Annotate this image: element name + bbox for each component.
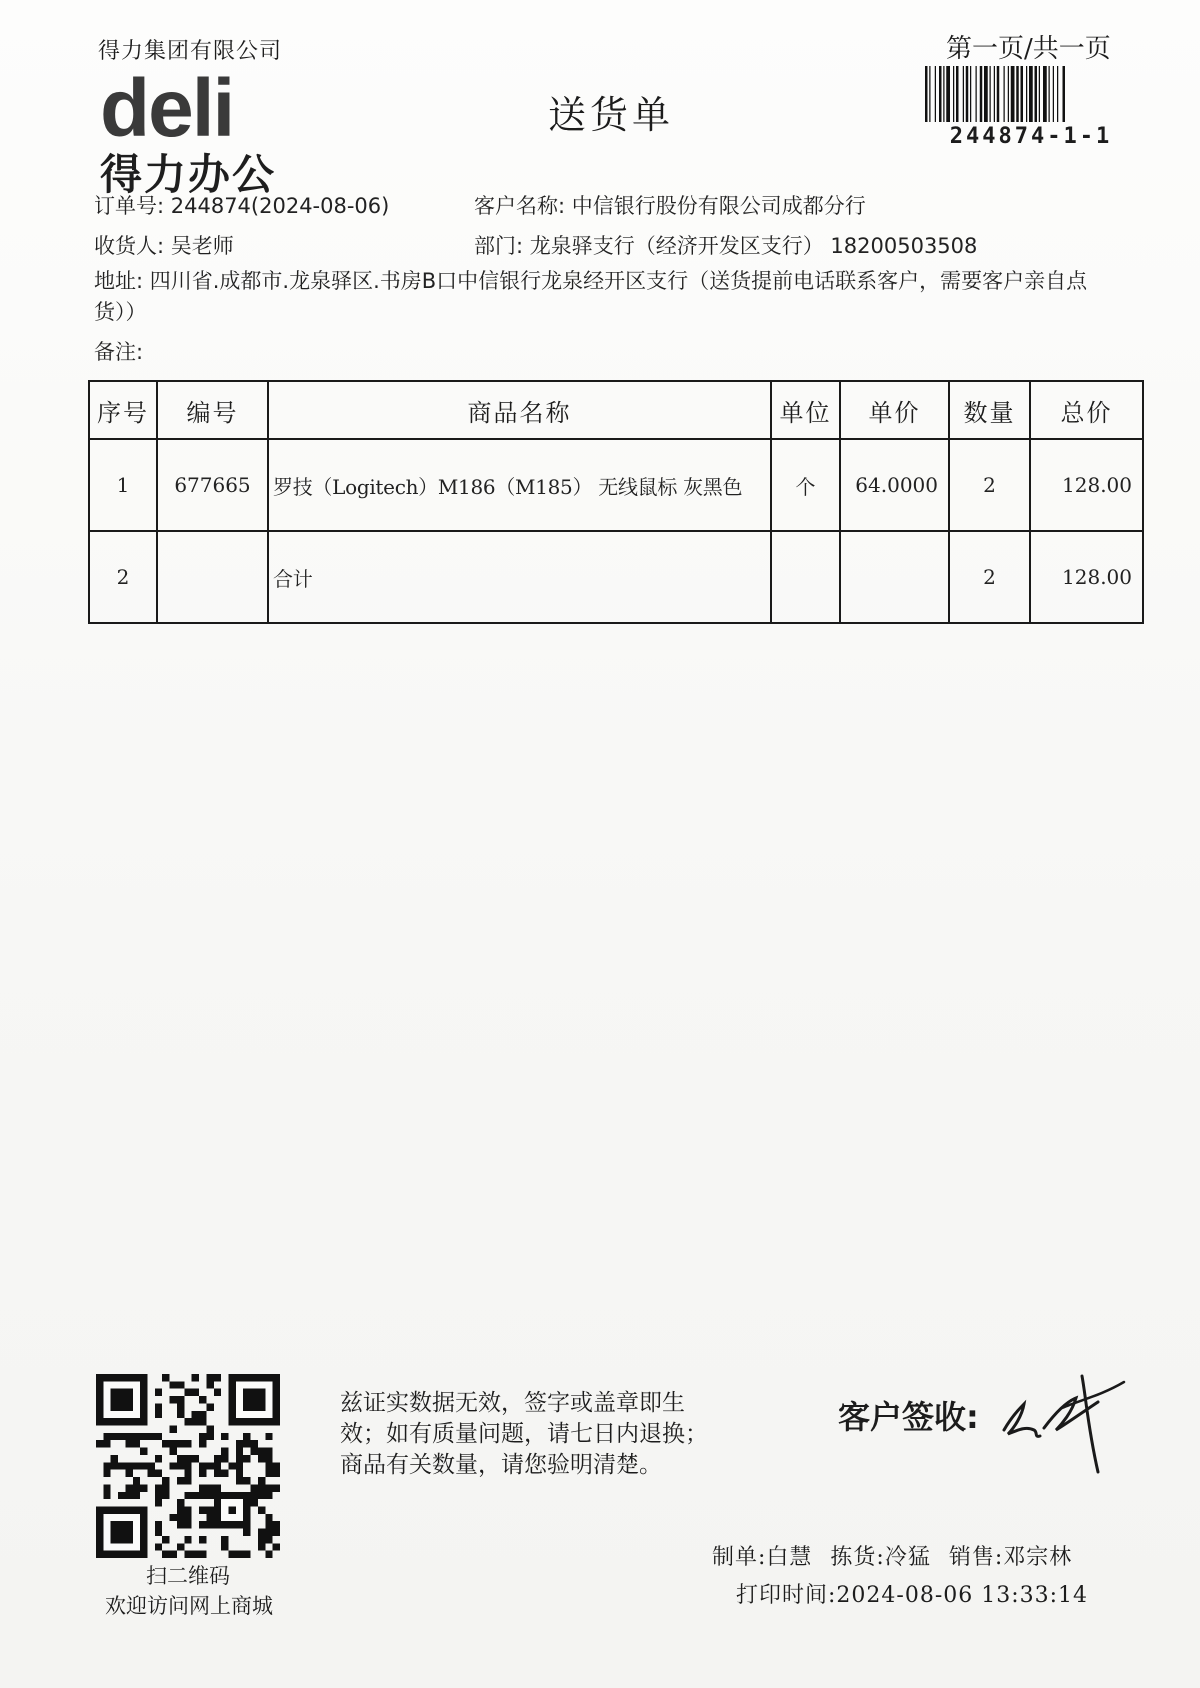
qr-caption-scan: 扫二维码 [146,1564,230,1588]
delivery-address: 地址: 四川省.成都市.龙泉驿区.书房B口中信银行龙泉经开区支行（送货提前电话联系客户，需要客户亲自点货）） [94,269,1088,324]
cell-code [157,531,268,623]
order-number: 订单号: 244874(2024-08-06) [94,194,390,218]
table-row [89,439,1143,531]
col-header-seq: 序号 [89,381,157,439]
qr-caption-shop: 欢迎访问网上商城 [105,1594,273,1618]
customer-sign-label: 客户签收: [838,1398,979,1436]
col-header-unit: 单位 [771,381,840,439]
sales-name: 销售:邓宗林 [948,1545,1073,1570]
table-row-total [89,531,1143,623]
cell-product-name: 罗技（Logitech）M186（M185） 无线鼠标 灰黑色 [268,439,771,531]
col-header-qty: 数量 [949,381,1030,439]
cell-code: 677665 [157,439,268,531]
cell-qty: 2 [949,439,1030,531]
barcode-number: 244874-1-1 [949,124,1113,149]
table-header-row [89,381,1143,439]
cell-unit [771,531,840,623]
maker-name: 制单:白慧 [712,1545,813,1570]
customer-name: 客户名称: 中信银行股份有限公司成都分行 [474,194,866,218]
cell-unit: 个 [771,439,840,531]
terms-line: 兹证实数据无效，签字或盖章即生 [340,1390,685,1416]
cell-product-name: 合计 [268,531,771,623]
page-indicator: 第一页/共一页 [946,34,1111,64]
receiver-name: 收货人: 吴老师 [94,234,234,258]
cell-unit-price [840,531,949,623]
picker-name: 拣货:冷猛 [830,1545,931,1570]
items-table [88,380,1144,624]
company-name: 得力集团有限公司 [98,39,283,64]
remark-label: 备注: [94,340,144,364]
print-time: 打印时间:2024-08-06 13:33:14 [736,1583,1089,1608]
terms-line: 效；如有质量问题，请七日内退换； [340,1421,708,1447]
col-header-code: 编号 [157,381,268,439]
cell-unit-price: 64.0000 [840,439,949,531]
cell-seq: 1 [89,439,157,531]
terms-line: 商品有关数量，请您验明清楚。 [340,1452,662,1478]
deli-logo: deli [100,63,234,154]
col-header-name: 商品名称 [268,381,771,439]
cell-total: 128.00 [1030,531,1143,623]
barcode-image [925,66,1137,122]
handwritten-signature [1000,1368,1130,1478]
department-phone: 部门: 龙泉驿支行（经济开发区支行） 18200503508 [474,234,978,258]
cell-total: 128.00 [1030,439,1143,531]
col-header-total: 总价 [1030,381,1143,439]
staff-line [712,1540,1072,1571]
cell-seq: 2 [89,531,157,623]
cell-qty: 2 [949,531,1030,623]
qr-code-image [96,1374,280,1558]
document-title: 送货单 [548,93,675,137]
terms-notice [340,1388,740,1481]
col-header-unit-price: 单价 [840,381,949,439]
logo-chinese-text: 得力办公 [100,150,277,199]
